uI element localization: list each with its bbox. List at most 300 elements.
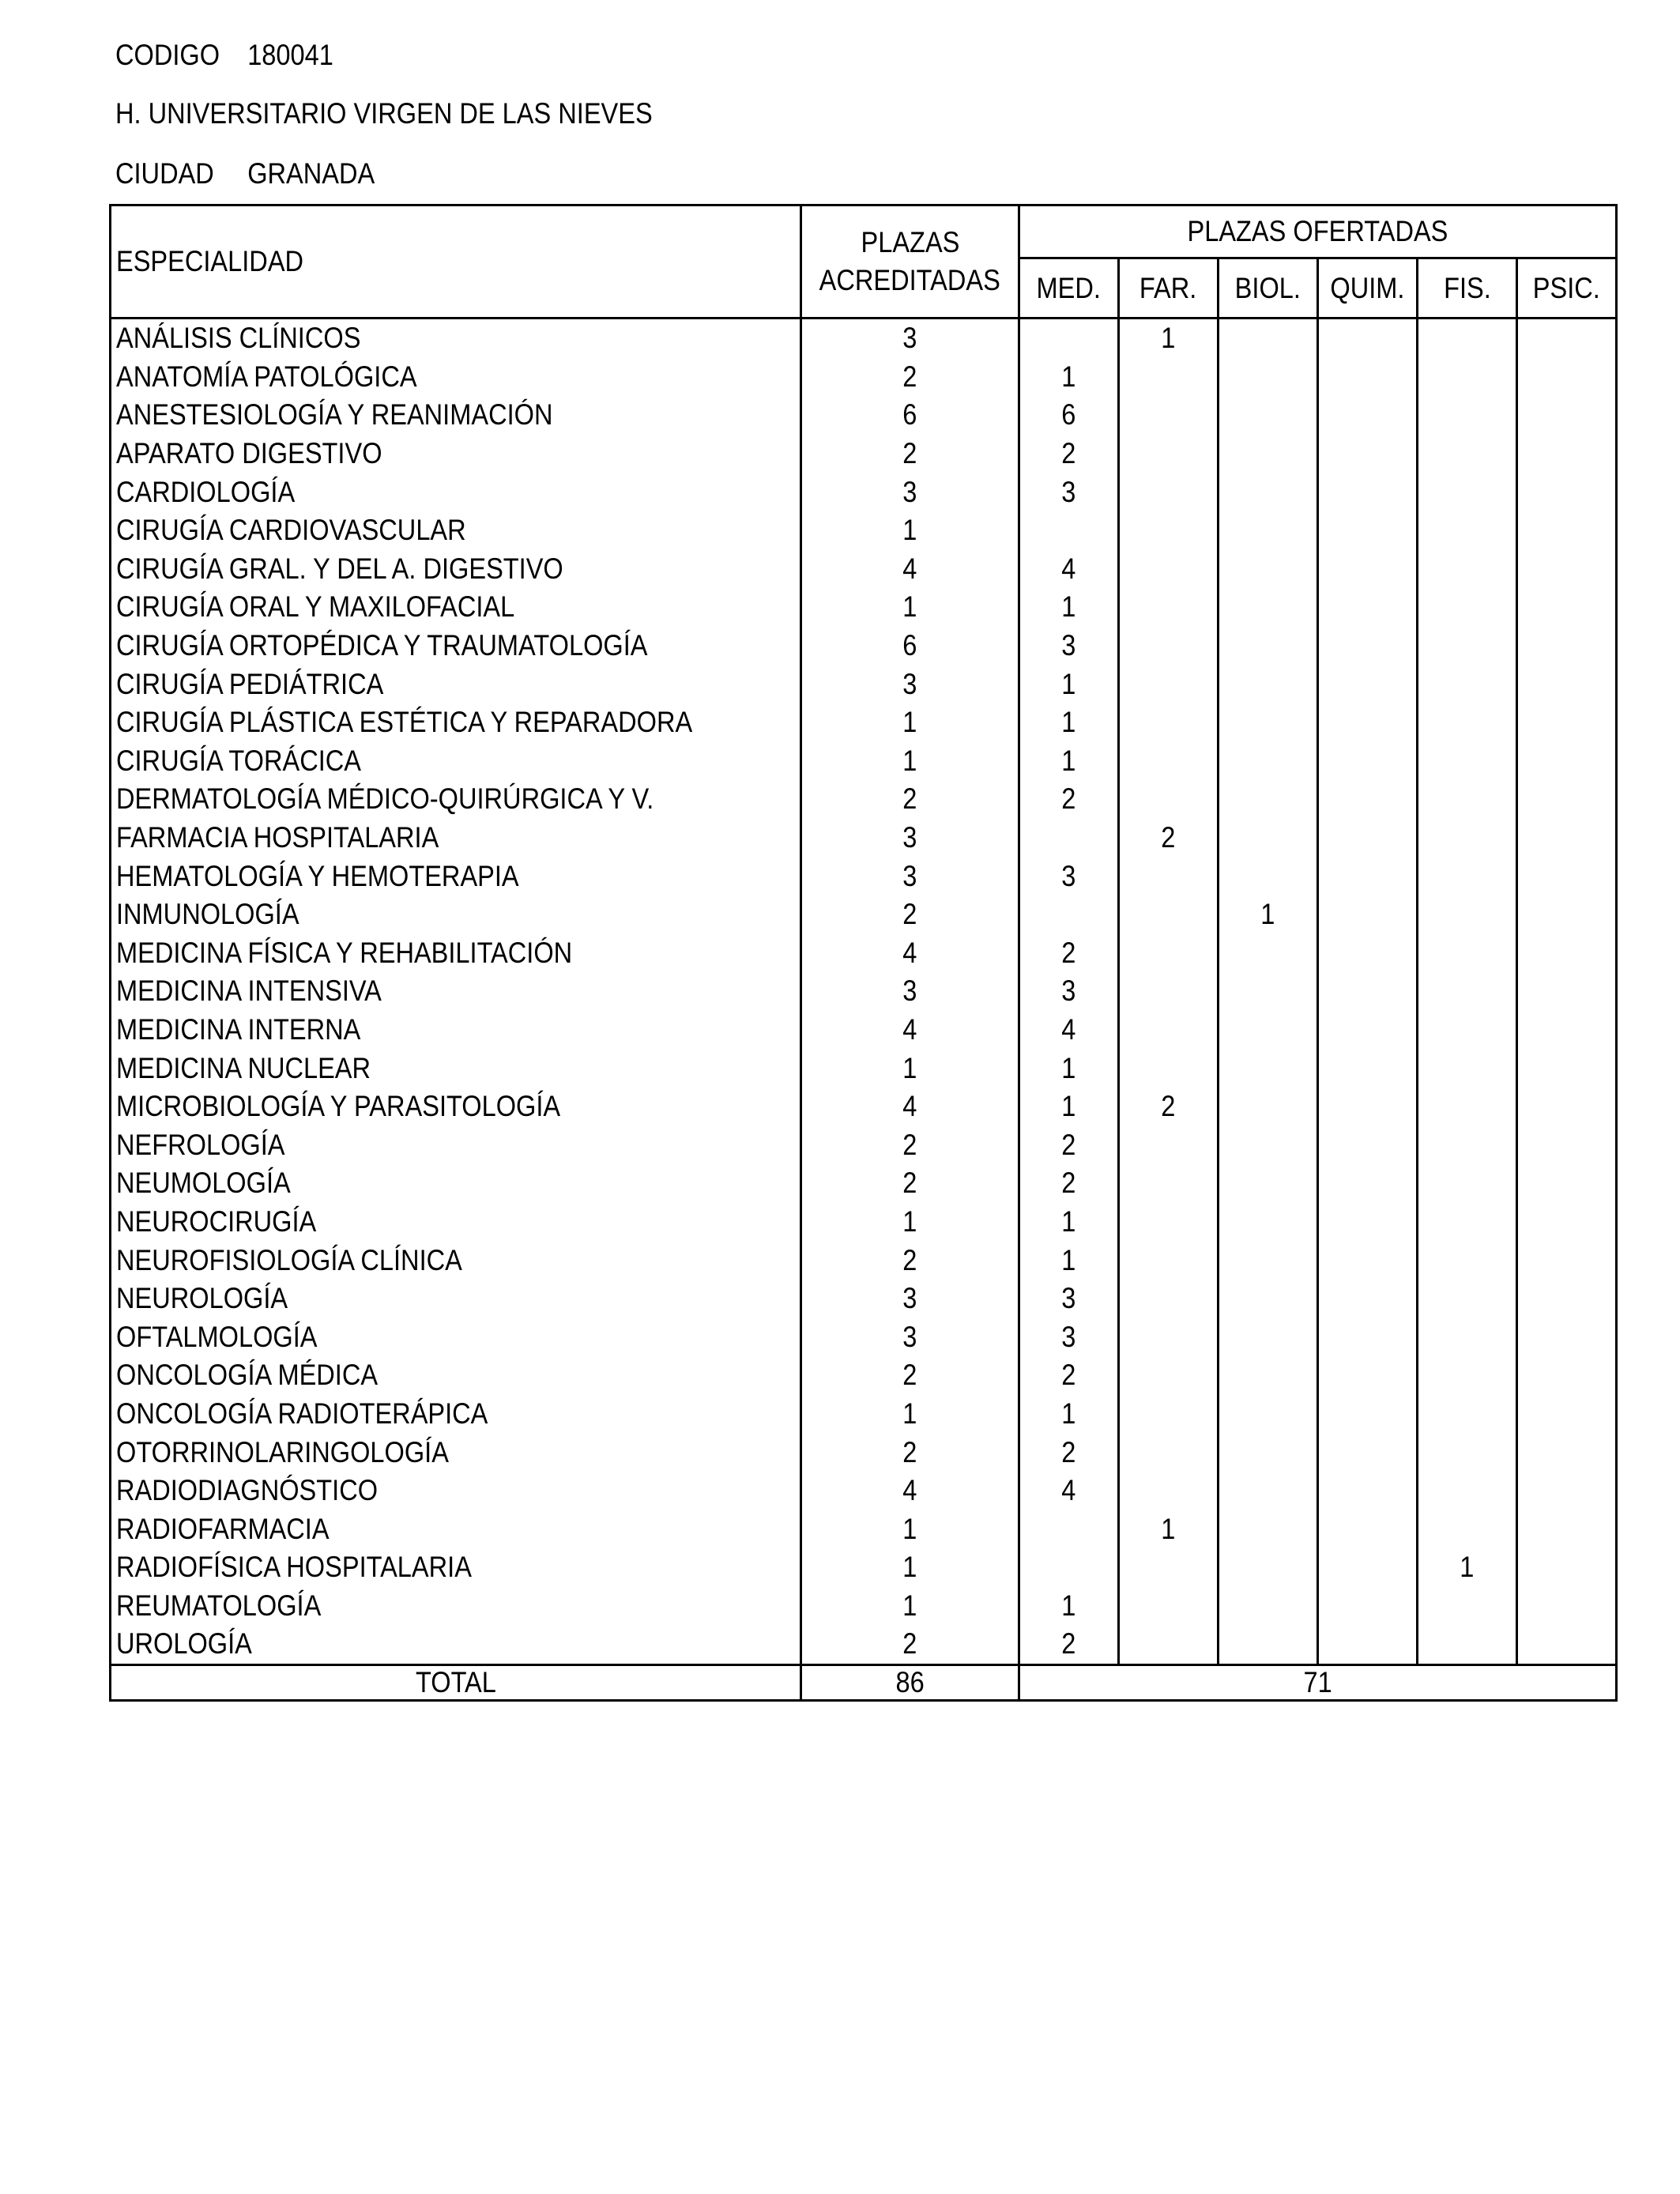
codigo-value: 180041 <box>247 39 333 71</box>
cell-far <box>1119 742 1219 781</box>
cell-psic <box>1517 627 1617 665</box>
cell-especialidad: CARDIOLOGÍA <box>111 473 801 511</box>
table-row <box>111 780 1617 819</box>
cell-especialidad: FARMACIA HOSPITALARIA <box>111 819 801 858</box>
cell-acred: 2 <box>801 435 1019 473</box>
cell-far: 1 <box>1119 319 1219 358</box>
cell-biol <box>1219 1433 1318 1472</box>
cell-acred: 3 <box>801 1318 1019 1356</box>
cell-acred: 3 <box>801 819 1019 858</box>
cell-biol <box>1219 396 1318 435</box>
cell-especialidad: NEUROFISIOLOGÍA CLÍNICA <box>111 1241 801 1280</box>
cell-psic <box>1517 895 1617 934</box>
cell-biol <box>1219 703 1318 742</box>
codigo-line <box>115 38 333 73</box>
cell-med <box>1019 895 1119 934</box>
cell-acred: 1 <box>801 588 1019 627</box>
cell-acred: 6 <box>801 627 1019 665</box>
cell-psic <box>1517 1472 1617 1510</box>
cell-fis <box>1418 1395 1517 1434</box>
cell-med: 4 <box>1019 1472 1119 1510</box>
cell-biol <box>1219 627 1318 665</box>
cell-biol <box>1219 1625 1318 1664</box>
cell-psic <box>1517 1587 1617 1626</box>
ciudad-value: GRANADA <box>247 157 375 190</box>
cell-quim <box>1318 1433 1418 1472</box>
cell-especialidad: APARATO DIGESTIVO <box>111 435 801 473</box>
cell-quim <box>1318 1318 1418 1356</box>
cell-especialidad: MEDICINA FÍSICA Y REHABILITACIÓN <box>111 934 801 973</box>
cell-psic <box>1517 1049 1617 1088</box>
cell-quim <box>1318 1395 1418 1434</box>
cell-quim <box>1318 972 1418 1011</box>
cell-far <box>1119 1433 1219 1472</box>
cell-especialidad: NEUROCIRUGÍA <box>111 1203 801 1242</box>
cell-quim <box>1318 742 1418 781</box>
cell-fis <box>1418 1125 1517 1164</box>
cell-psic <box>1517 550 1617 589</box>
cell-quim <box>1318 934 1418 973</box>
table-row <box>111 972 1617 1011</box>
table-row <box>111 857 1617 895</box>
cell-psic <box>1517 1125 1617 1164</box>
cell-psic <box>1517 319 1617 358</box>
header-biol: BIOL. <box>1219 258 1318 319</box>
cell-fis <box>1418 1356 1517 1395</box>
cell-acred: 3 <box>801 665 1019 703</box>
header-quim: QUIM. <box>1318 258 1418 319</box>
cell-med <box>1019 819 1119 858</box>
cell-psic <box>1517 934 1617 973</box>
table-row <box>111 1241 1617 1280</box>
cell-fis <box>1418 1280 1517 1318</box>
cell-med: 1 <box>1019 665 1119 703</box>
total-label: TOTAL <box>111 1664 801 1700</box>
cell-psic <box>1517 396 1617 435</box>
table-row <box>111 1280 1617 1318</box>
cell-biol: 1 <box>1219 895 1318 934</box>
cell-biol <box>1219 1318 1318 1356</box>
cell-psic <box>1517 473 1617 511</box>
cell-far: 2 <box>1119 1088 1219 1126</box>
cell-far <box>1119 1395 1219 1434</box>
table-row <box>111 1625 1617 1664</box>
cell-especialidad: REUMATOLOGÍA <box>111 1587 801 1626</box>
cell-far: 2 <box>1119 819 1219 858</box>
cell-especialidad: DERMATOLOGÍA MÉDICO-QUIRÚRGICA Y V. <box>111 780 801 819</box>
cell-psic <box>1517 358 1617 397</box>
cell-acred: 1 <box>801 1395 1019 1434</box>
header-fis: FIS. <box>1418 258 1517 319</box>
cell-biol <box>1219 1011 1318 1050</box>
cell-fis <box>1418 895 1517 934</box>
cell-acred: 2 <box>801 780 1019 819</box>
cell-far <box>1119 1587 1219 1626</box>
table-row <box>111 319 1617 358</box>
cell-quim <box>1318 780 1418 819</box>
cell-med: 1 <box>1019 1049 1119 1088</box>
cell-acred: 1 <box>801 703 1019 742</box>
total-acreditadas: 86 <box>801 1664 1019 1700</box>
cell-quim <box>1318 1049 1418 1088</box>
cell-med: 2 <box>1019 1433 1119 1472</box>
cell-far <box>1119 1625 1219 1664</box>
cell-far <box>1119 1280 1219 1318</box>
cell-fis <box>1418 1433 1517 1472</box>
cell-fis <box>1418 1011 1517 1050</box>
table-row <box>111 1548 1617 1587</box>
cell-med: 2 <box>1019 1625 1119 1664</box>
cell-fis <box>1418 934 1517 973</box>
cell-quim <box>1318 665 1418 703</box>
cell-biol <box>1219 550 1318 589</box>
cell-quim <box>1318 627 1418 665</box>
cell-fis <box>1418 857 1517 895</box>
cell-med: 2 <box>1019 1125 1119 1164</box>
cell-acred: 2 <box>801 1433 1019 1472</box>
cell-far <box>1119 703 1219 742</box>
cell-especialidad: CIRUGÍA CARDIOVASCULAR <box>111 511 801 550</box>
cell-quim <box>1318 588 1418 627</box>
cell-med <box>1019 1510 1119 1548</box>
table-row <box>111 1088 1617 1126</box>
cell-far <box>1119 1164 1219 1203</box>
cell-psic <box>1517 1280 1617 1318</box>
cell-med: 6 <box>1019 396 1119 435</box>
cell-far <box>1119 473 1219 511</box>
cell-fis <box>1418 780 1517 819</box>
cell-med: 4 <box>1019 550 1119 589</box>
cell-fis <box>1418 1203 1517 1242</box>
cell-acred: 3 <box>801 1280 1019 1318</box>
cell-med: 1 <box>1019 588 1119 627</box>
cell-psic <box>1517 1356 1617 1395</box>
cell-especialidad: CIRUGÍA PEDIÁTRICA <box>111 665 801 703</box>
cell-acred: 1 <box>801 1548 1019 1587</box>
cell-far <box>1119 1318 1219 1356</box>
ciudad-line <box>115 156 375 191</box>
cell-far <box>1119 1548 1219 1587</box>
cell-psic <box>1517 819 1617 858</box>
cell-especialidad: OFTALMOLOGÍA <box>111 1318 801 1356</box>
cell-especialidad: OTORRINOLARINGOLOGÍA <box>111 1433 801 1472</box>
cell-quim <box>1318 857 1418 895</box>
cell-psic <box>1517 1625 1617 1664</box>
cell-far <box>1119 1049 1219 1088</box>
cell-biol <box>1219 665 1318 703</box>
cell-biol <box>1219 435 1318 473</box>
cell-fis <box>1418 588 1517 627</box>
cell-acred: 1 <box>801 511 1019 550</box>
cell-biol <box>1219 319 1318 358</box>
cell-quim <box>1318 1510 1418 1548</box>
cell-med: 1 <box>1019 742 1119 781</box>
cell-far <box>1119 857 1219 895</box>
cell-med: 3 <box>1019 972 1119 1011</box>
cell-especialidad: ONCOLOGÍA RADIOTERÁPICA <box>111 1395 801 1434</box>
cell-med: 1 <box>1019 703 1119 742</box>
cell-psic <box>1517 1548 1617 1587</box>
cell-psic <box>1517 435 1617 473</box>
cell-especialidad: MEDICINA INTERNA <box>111 1011 801 1050</box>
table-row <box>111 1587 1617 1626</box>
cell-psic <box>1517 1088 1617 1126</box>
cell-fis <box>1418 972 1517 1011</box>
cell-far <box>1119 895 1219 934</box>
cell-biol <box>1219 511 1318 550</box>
cell-biol <box>1219 819 1318 858</box>
cell-especialidad: CIRUGÍA PLÁSTICA ESTÉTICA Y REPARADORA <box>111 703 801 742</box>
cell-biol <box>1219 1203 1318 1242</box>
table-row <box>111 1318 1617 1356</box>
table-body <box>111 319 1617 1665</box>
cell-especialidad: RADIOFARMACIA <box>111 1510 801 1548</box>
cell-acred: 1 <box>801 1510 1019 1548</box>
cell-quim <box>1318 358 1418 397</box>
cell-quim <box>1318 1164 1418 1203</box>
cell-quim <box>1318 1472 1418 1510</box>
cell-fis <box>1418 319 1517 358</box>
cell-far <box>1119 972 1219 1011</box>
cell-biol <box>1219 1241 1318 1280</box>
cell-med: 2 <box>1019 780 1119 819</box>
cell-psic <box>1517 1011 1617 1050</box>
cell-psic <box>1517 1203 1617 1242</box>
cell-med: 1 <box>1019 1203 1119 1242</box>
cell-especialidad: ONCOLOGÍA MÉDICA <box>111 1356 801 1395</box>
cell-fis <box>1418 1625 1517 1664</box>
cell-quim <box>1318 1587 1418 1626</box>
cell-far <box>1119 550 1219 589</box>
cell-fis <box>1418 819 1517 858</box>
cell-biol <box>1219 1280 1318 1318</box>
table-row <box>111 1164 1617 1203</box>
cell-acred: 2 <box>801 1125 1019 1164</box>
cell-acred: 1 <box>801 1203 1019 1242</box>
total-ofertadas: 71 <box>1019 1664 1617 1700</box>
cell-far <box>1119 627 1219 665</box>
cell-far <box>1119 435 1219 473</box>
table-row <box>111 627 1617 665</box>
cell-far: 1 <box>1119 1510 1219 1548</box>
cell-psic <box>1517 1241 1617 1280</box>
cell-biol <box>1219 1510 1318 1548</box>
table-row <box>111 1395 1617 1434</box>
cell-acred: 2 <box>801 1241 1019 1280</box>
table-row <box>111 1433 1617 1472</box>
cell-especialidad: CIRUGÍA TORÁCICA <box>111 742 801 781</box>
cell-quim <box>1318 1125 1418 1164</box>
cell-psic <box>1517 1395 1617 1434</box>
table-row <box>111 358 1617 397</box>
cell-biol <box>1219 1088 1318 1126</box>
cell-med: 1 <box>1019 1088 1119 1126</box>
cell-quim <box>1318 819 1418 858</box>
header-far: FAR. <box>1119 258 1219 319</box>
cell-biol <box>1219 1548 1318 1587</box>
cell-especialidad: RADIODIAGNÓSTICO <box>111 1472 801 1510</box>
cell-med <box>1019 319 1119 358</box>
table-row <box>111 665 1617 703</box>
cell-fis <box>1418 1088 1517 1126</box>
cell-quim <box>1318 1011 1418 1050</box>
cell-fis <box>1418 1510 1517 1548</box>
cell-especialidad: UROLOGÍA <box>111 1625 801 1664</box>
cell-med: 3 <box>1019 857 1119 895</box>
cell-med: 2 <box>1019 435 1119 473</box>
cell-far <box>1119 1241 1219 1280</box>
cell-psic <box>1517 665 1617 703</box>
cell-far <box>1119 396 1219 435</box>
cell-biol <box>1219 358 1318 397</box>
table-row <box>111 934 1617 973</box>
cell-far <box>1119 780 1219 819</box>
cell-acred: 2 <box>801 358 1019 397</box>
header-especialidad: ESPECIALIDAD <box>111 205 801 319</box>
cell-acred: 2 <box>801 1356 1019 1395</box>
cell-especialidad: INMUNOLOGÍA <box>111 895 801 934</box>
cell-med: 3 <box>1019 1280 1119 1318</box>
header-plazas-acreditadas: PLAZAS ACREDITADAS <box>801 205 1019 319</box>
cell-psic <box>1517 1318 1617 1356</box>
cell-far <box>1119 1203 1219 1242</box>
cell-far <box>1119 1125 1219 1164</box>
cell-especialidad: HEMATOLOGÍA Y HEMOTERAPIA <box>111 857 801 895</box>
table-row <box>111 1510 1617 1548</box>
table-row <box>111 550 1617 589</box>
cell-acred: 1 <box>801 742 1019 781</box>
cell-med: 3 <box>1019 1318 1119 1356</box>
hospital-name: H. UNIVERSITARIO VIRGEN DE LAS NIEVES <box>115 97 653 130</box>
cell-med: 1 <box>1019 1587 1119 1626</box>
cell-med <box>1019 1548 1119 1587</box>
cell-quim <box>1318 1203 1418 1242</box>
table-row <box>111 819 1617 858</box>
cell-far <box>1119 358 1219 397</box>
cell-med: 3 <box>1019 473 1119 511</box>
cell-biol <box>1219 972 1318 1011</box>
cell-med: 2 <box>1019 1356 1119 1395</box>
cell-biol <box>1219 1472 1318 1510</box>
cell-quim <box>1318 473 1418 511</box>
table-row <box>111 1125 1617 1164</box>
cell-quim <box>1318 1241 1418 1280</box>
cell-acred: 1 <box>801 1049 1019 1088</box>
cell-quim <box>1318 1548 1418 1587</box>
table-row <box>111 396 1617 435</box>
cell-especialidad: CIRUGÍA ORAL Y MAXILOFACIAL <box>111 588 801 627</box>
cell-especialidad: MEDICINA NUCLEAR <box>111 1049 801 1088</box>
table-row <box>111 895 1617 934</box>
table-row <box>111 435 1617 473</box>
cell-quim <box>1318 1280 1418 1318</box>
cell-med: 1 <box>1019 1241 1119 1280</box>
cell-especialidad: ANESTESIOLOGÍA Y REANIMACIÓN <box>111 396 801 435</box>
cell-acred: 6 <box>801 396 1019 435</box>
cell-acred: 2 <box>801 1164 1019 1203</box>
ciudad-label: CIUDAD <box>115 157 214 190</box>
cell-biol <box>1219 1164 1318 1203</box>
cell-med: 2 <box>1019 1164 1119 1203</box>
cell-psic <box>1517 588 1617 627</box>
cell-especialidad: NEFROLOGÍA <box>111 1125 801 1164</box>
cell-psic <box>1517 511 1617 550</box>
cell-biol <box>1219 1587 1318 1626</box>
cell-biol <box>1219 1125 1318 1164</box>
cell-acred: 4 <box>801 934 1019 973</box>
plazas-table <box>109 204 1618 1702</box>
table-row <box>111 742 1617 781</box>
table-row <box>111 1011 1617 1050</box>
cell-psic <box>1517 1510 1617 1548</box>
header-plazas-ofertadas: PLAZAS OFERTADAS <box>1019 205 1617 258</box>
cell-psic <box>1517 703 1617 742</box>
cell-fis <box>1418 1318 1517 1356</box>
cell-acred: 4 <box>801 1472 1019 1510</box>
cell-acred: 3 <box>801 473 1019 511</box>
cell-fis <box>1418 1472 1517 1510</box>
cell-far <box>1119 1011 1219 1050</box>
cell-fis <box>1418 1164 1517 1203</box>
table-row <box>111 588 1617 627</box>
cell-especialidad: NEUROLOGÍA <box>111 1280 801 1318</box>
cell-fis <box>1418 1049 1517 1088</box>
cell-quim <box>1318 1625 1418 1664</box>
cell-far <box>1119 934 1219 973</box>
cell-psic <box>1517 1433 1617 1472</box>
cell-acred: 3 <box>801 319 1019 358</box>
cell-quim <box>1318 1356 1418 1395</box>
table-row <box>111 473 1617 511</box>
cell-psic <box>1517 742 1617 781</box>
cell-med <box>1019 511 1119 550</box>
table-row <box>111 1356 1617 1395</box>
cell-biol <box>1219 588 1318 627</box>
cell-fis <box>1418 627 1517 665</box>
cell-quim <box>1318 895 1418 934</box>
cell-quim <box>1318 435 1418 473</box>
cell-especialidad: MICROBIOLOGÍA Y PARASITOLOGÍA <box>111 1088 801 1126</box>
cell-med: 4 <box>1019 1011 1119 1050</box>
table-row <box>111 1049 1617 1088</box>
cell-acred: 4 <box>801 1011 1019 1050</box>
codigo-label: CODIGO <box>115 39 220 71</box>
cell-especialidad: MEDICINA INTENSIVA <box>111 972 801 1011</box>
cell-biol <box>1219 742 1318 781</box>
cell-acred: 2 <box>801 1625 1019 1664</box>
cell-fis <box>1418 665 1517 703</box>
cell-fis <box>1418 1587 1517 1626</box>
cell-med: 2 <box>1019 934 1119 973</box>
cell-acred: 1 <box>801 1587 1019 1626</box>
cell-quim <box>1318 703 1418 742</box>
cell-acred: 3 <box>801 972 1019 1011</box>
cell-fis <box>1418 358 1517 397</box>
cell-fis <box>1418 511 1517 550</box>
cell-psic <box>1517 780 1617 819</box>
cell-fis <box>1418 473 1517 511</box>
cell-especialidad: RADIOFÍSICA HOSPITALARIA <box>111 1548 801 1587</box>
cell-far <box>1119 1472 1219 1510</box>
cell-especialidad: CIRUGÍA ORTOPÉDICA Y TRAUMATOLOGÍA <box>111 627 801 665</box>
cell-psic <box>1517 1164 1617 1203</box>
cell-psic <box>1517 857 1617 895</box>
cell-fis <box>1418 550 1517 589</box>
cell-biol <box>1219 1049 1318 1088</box>
cell-quim <box>1318 550 1418 589</box>
header-psic: PSIC. <box>1517 258 1617 319</box>
cell-acred: 4 <box>801 1088 1019 1126</box>
